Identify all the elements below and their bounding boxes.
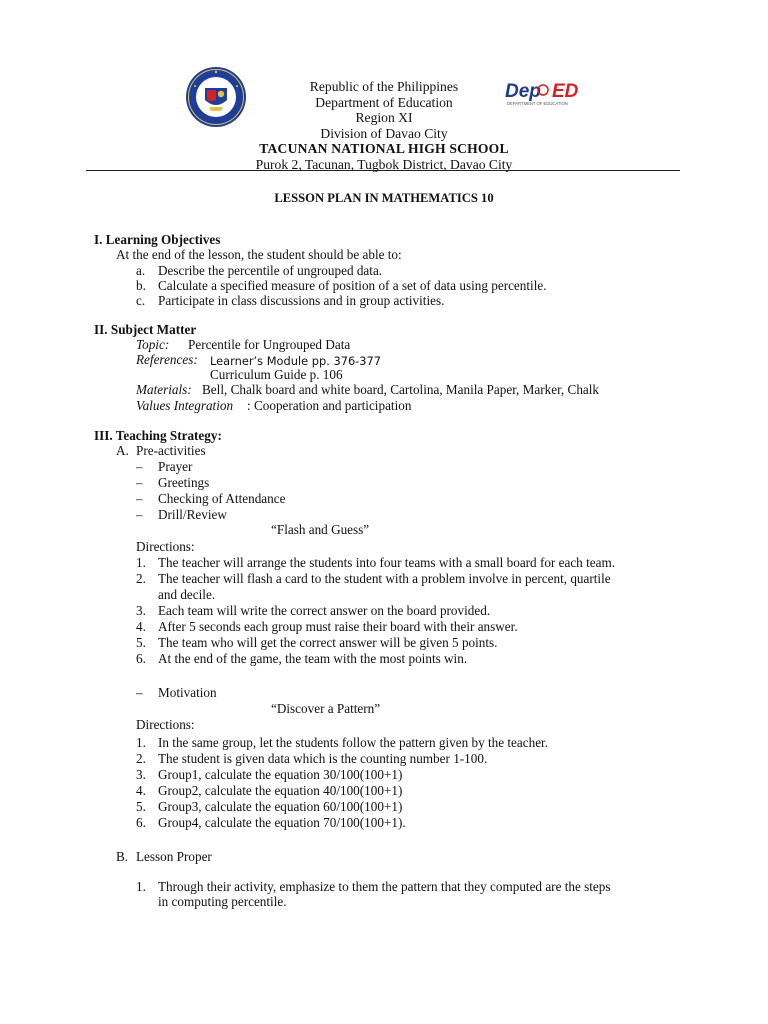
header-address: Purok 2, Tacunan, Tugbok District, Davao City (255, 156, 513, 172)
game-title-pattern: “Discover a Pattern” (271, 701, 381, 716)
flash-direction-text: Each team will write the correct answer on the board provided. (158, 603, 491, 618)
section-a-title: Pre-activities (136, 443, 206, 458)
flash-direction-text: At the end of the game, the team with the most points win. (158, 651, 468, 666)
svg-text:ED: ED (552, 81, 579, 102)
flash-direction-text: After 5 seconds each group must raise their board with their answer. (158, 619, 518, 634)
activity-motivation: Motivation (158, 685, 217, 700)
directions-label: Directions: (136, 717, 195, 732)
pattern-direction-text: Group2, calculate the equation 40/100(100+1) (158, 783, 403, 798)
lesson-proper-1-line1: Through their activity, emphasize to them the pattern that they computed are the steps (158, 879, 611, 894)
dash-marker: – (136, 459, 143, 474)
objective-a: Describe the percentile of ungrouped data. (158, 263, 383, 278)
reference-guide: Curriculum Guide p. 106 (210, 367, 343, 382)
flash-direction-text: The teacher will flash a card to the student with a problem involve in percent, quartile (158, 571, 611, 586)
materials-value: Bell, Chalk board and white board, Cartolina, Manila Paper, Marker, Chalk (202, 382, 600, 397)
objectives-intro: At the end of the lesson, the student should be able to: (116, 247, 402, 262)
pattern-direction-number: 4. (136, 783, 146, 798)
topic-label: Topic: (136, 337, 170, 352)
reference-module: Learner’s Module pp. 376-377 (210, 354, 382, 368)
flash-direction-number: 5. (136, 635, 146, 650)
lesson-proper-1-marker: 1. (136, 879, 146, 894)
objective-b: Calculate a specified measure of position of a set of data using percentile. (158, 278, 547, 293)
svg-text:Dep: Dep (505, 81, 541, 102)
dash-marker: – (136, 475, 143, 490)
values-value: : Cooperation and participation (247, 398, 412, 413)
svg-text:DEPARTMENT OF EDUCATION: DEPARTMENT OF EDUCATION (507, 101, 568, 106)
objective-c: Participate in class discussions and in group activities. (158, 293, 445, 308)
flash-direction-number: 1. (136, 555, 146, 570)
directions-label: Directions: (136, 539, 195, 554)
pattern-direction-number: 2. (136, 751, 146, 766)
materials-label: Materials: (136, 382, 192, 397)
pattern-direction-number: 6. (136, 815, 146, 830)
header-republic: Republic of the Philippines (309, 79, 459, 94)
pattern-direction-text: In the same group, let the students follow the pattern given by the teacher. (158, 735, 549, 750)
pattern-direction-number: 5. (136, 799, 146, 814)
flash-direction-number: 4. (136, 619, 146, 634)
dash-marker: – (136, 491, 143, 506)
pattern-direction-number: 3. (136, 767, 146, 782)
header-department: Department of Education (315, 94, 453, 110)
activity-prayer: Prayer (158, 459, 193, 474)
lesson-proper-1-line2: in computing percentile. (158, 894, 287, 909)
pattern-direction-number: 1. (136, 735, 146, 750)
pattern-direction-text: The student is given data which is the counting number 1-100. (158, 751, 488, 766)
flash-direction-text: The teacher will arrange the students into four teams with a small board for each team. (158, 555, 615, 570)
topic-value: Percentile for Ungrouped Data (188, 337, 351, 352)
subject-heading: II. Subject Matter (94, 322, 197, 337)
activity-drill: Drill/Review (158, 507, 227, 522)
header-division: Division of Davao City (320, 125, 448, 141)
objective-a-marker: a. (136, 263, 146, 278)
flash-direction-text: and decile. (158, 587, 216, 602)
flash-direction-number: 2. (136, 571, 146, 586)
header-school-name: TACUNAN NATIONAL HIGH SCHOOL (259, 141, 509, 156)
section-a-marker: A. (116, 443, 129, 458)
objective-b-marker: b. (136, 278, 146, 293)
section-b-title: Lesson Proper (136, 849, 212, 864)
letterhead (0, 79, 768, 172)
activity-greetings: Greetings (158, 475, 210, 490)
flash-direction-number: 6. (136, 651, 146, 666)
references-label: References: (136, 352, 198, 367)
header-region: Region XI (355, 110, 413, 125)
section-b-marker: B. (116, 849, 129, 864)
header-divider (86, 170, 680, 171)
values-label: Values Integration (136, 398, 234, 413)
dash-marker: – (136, 685, 143, 700)
activity-attendance: Checking of Attendance (158, 491, 286, 506)
pattern-direction-text: Group4, calculate the equation 70/100(100+1). (158, 815, 406, 830)
pattern-direction-text: Group1, calculate the equation 30/100(100+1) (158, 767, 403, 782)
pattern-direction-text: Group3, calculate the equation 60/100(100+1) (158, 799, 403, 814)
objective-c-marker: c. (136, 293, 146, 308)
dash-marker: – (136, 507, 143, 522)
flash-direction-text: The team who will get the correct answer will be given 5 points. (158, 635, 498, 650)
strategy-heading: III. Teaching Strategy: (94, 428, 222, 443)
flash-direction-number: 3. (136, 603, 146, 618)
game-title-flash: “Flash and Guess” (271, 522, 370, 537)
page-title: LESSON PLAN IN MATHEMATICS 10 (274, 191, 494, 205)
objectives-heading: I. Learning Objectives (94, 232, 221, 247)
